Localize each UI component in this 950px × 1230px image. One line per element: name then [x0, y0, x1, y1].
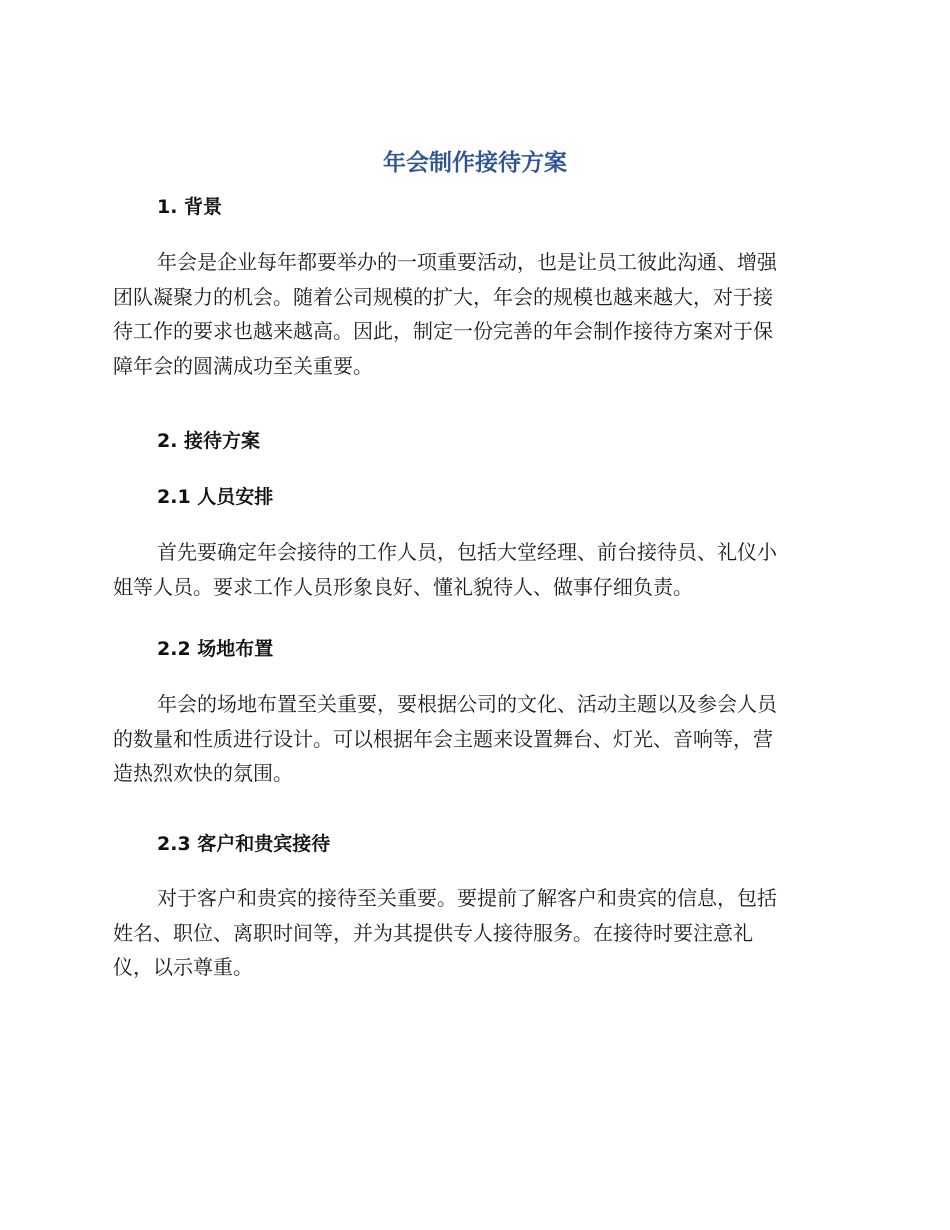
paragraph-staffing — [113, 535, 777, 604]
paragraph-line: 的数量和性质进行设计。可以根据年会主题来设置舞台、灯光、音响等，营 — [113, 726, 773, 751]
paragraph-line: 待工作的要求也越来越高。因此，制定一份完善的年会制作接待方案对于保 — [113, 319, 773, 343]
paragraph-line: 姓名、职位、离职时间等，并为其提供专人接待服务。在接待时要注意礼 — [113, 920, 753, 945]
section-heading-vip-reception: 2.3 客户和贵宾接待 — [157, 833, 331, 855]
section-heading-background: 1. 背景 — [157, 196, 223, 218]
paragraph-venue — [113, 687, 777, 791]
paragraph-line: 障年会的圆满成功至关重要。 — [113, 353, 373, 378]
section-heading-venue: 2.2 场地布置 — [157, 638, 274, 660]
paragraph-line: 年会是企业每年都要举办的一项重要活动，也是让员工彼此沟通、增强 — [157, 250, 777, 274]
paragraph-background — [113, 245, 777, 383]
section-heading-reception-plan: 2. 接待方案 — [157, 430, 261, 452]
section-heading-staffing: 2.1 人员安排 — [157, 486, 274, 508]
document-title: 年会制作接待方案 — [383, 150, 567, 176]
paragraph-line: 仪，以示尊重。 — [113, 955, 253, 979]
paragraph-line: 姐等人员。要求工作人员形象良好、懂礼貌待人、做事仔细负责。 — [113, 574, 693, 599]
paragraph-line: 年会的场地布置至关重要，要根据公司的文化、活动主题以及参会人员 — [157, 692, 777, 716]
paragraph-line: 首先要确定年会接待的工作人员，包括大堂经理、前台接待员、礼仪小 — [157, 540, 777, 564]
paragraph-line: 造热烈欢快的氛围。 — [113, 761, 293, 785]
paragraph-line: 团队凝聚力的机会。随着公司规模的扩大，年会的规模也越来越大，对于接 — [113, 284, 773, 309]
paragraph-vip-reception — [113, 881, 777, 985]
paragraph-line: 对于客户和贵宾的接待至关重要。要提前了解客户和贵宾的信息，包括 — [157, 886, 777, 910]
